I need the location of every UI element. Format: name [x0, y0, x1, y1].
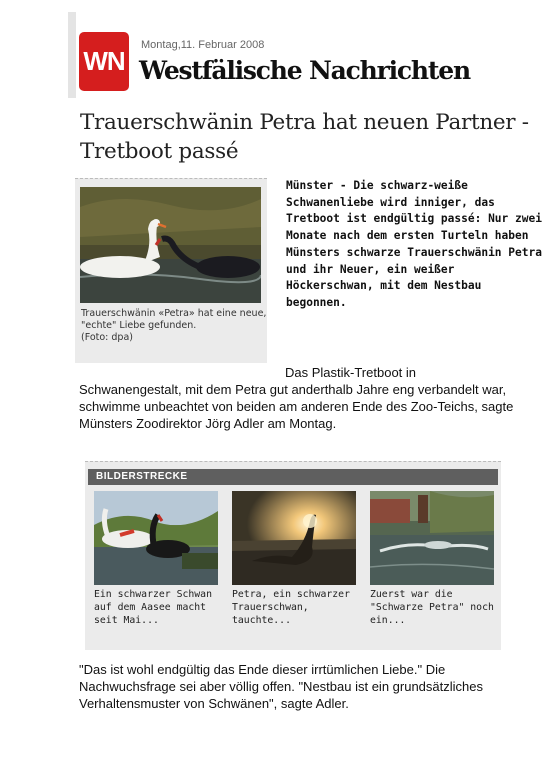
paragraph-1-start: Das Plastik-Tretboot in	[285, 365, 417, 380]
masthead	[68, 12, 550, 98]
gallery-thumbnail[interactable]	[232, 491, 356, 585]
figure-credit: (Foto: dpa)	[81, 332, 133, 343]
lead-photo[interactable]	[80, 187, 261, 303]
figure-caption-text: Trauerschwänin «Petra» hat eine neue, "echte" Liebe gefunden.	[81, 308, 267, 331]
lead-figure	[75, 178, 267, 363]
gallery-item[interactable]	[370, 491, 496, 627]
image-gallery	[85, 461, 501, 650]
gallery-caption[interactable]: Petra, ein schwarzer Trauerschwan, tauchte...	[232, 589, 350, 626]
gallery-caption[interactable]: Ein schwarzer Schwan auf dem Aasee macht seit Mai...	[94, 589, 212, 626]
wn-logo[interactable]: WN	[79, 32, 129, 91]
figure-caption	[81, 308, 267, 344]
paragraph-2: "Das ist wohl endgültig das Ende dieser irrtümlichen Liebe." Die Nachwuchsfrage sei aber völlig offen. "Nestbau ist ein grundsätzliches Verhaltensmuster von Schwänen", sagte Adler.	[79, 662, 483, 711]
gallery-title[interactable]: BILDERSTRECKE	[88, 469, 498, 485]
paragraph-1: Schwanengestalt, mit dem Petra gut anderthalb Jahre eng verbandelt war, schwimme unbeachtet von beiden am anderen Ende des Zoo-Teichs, sagte Münsters Zoodirektor Jörg Adler am Montag.	[79, 382, 514, 431]
masthead-date: Montag,11. Februar 2008	[141, 39, 265, 51]
gallery-item[interactable]	[94, 491, 220, 627]
gallery-item[interactable]	[232, 491, 358, 627]
article-lead: Münster - Die schwarz-weiße Schwanenliebe wird inniger, das Tretboot ist endgültig passé: Nur zwei Monate nach dem ersten Turteln haben Münsters schwarze Trauerschwänin Petra und ihr Neuer, ein weißer Höckerschwan, mit dem Nestbau begonnen.	[286, 179, 542, 309]
newspaper-name[interactable]: Westfälische Nachrichten	[139, 56, 470, 85]
masthead-side-bar	[68, 12, 76, 98]
gallery-thumbnail[interactable]	[94, 491, 218, 585]
gallery-caption[interactable]: Zuerst war die "Schwarze Petra" noch ein...	[370, 589, 494, 626]
gallery-thumbnail[interactable]	[370, 491, 494, 585]
article-headline: Trauerschwänin Petra hat neuen Partner - Tretboot passé	[80, 110, 529, 164]
